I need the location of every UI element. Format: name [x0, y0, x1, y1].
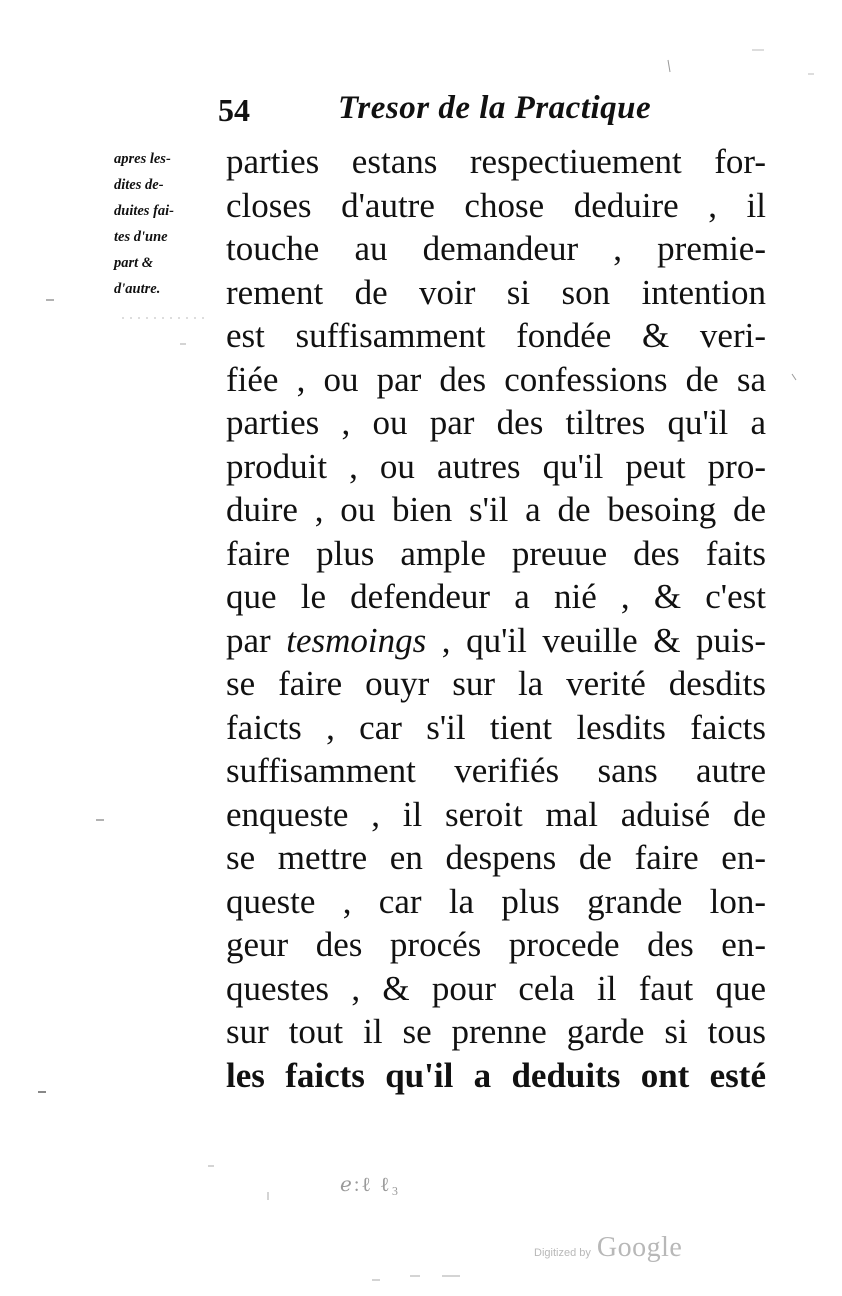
text-line: que le defendeur a nié , & c'est	[226, 577, 766, 616]
digitization-watermark	[534, 1232, 682, 1264]
text-fragment: par	[226, 620, 287, 660]
text-line: rement de voir si son intention	[226, 272, 766, 312]
italic-word: tesmoings	[286, 620, 427, 660]
text-line: parties , ou par des tiltres qu'il a	[226, 403, 766, 442]
text-line: suffisamment verifiés sans autre	[226, 751, 766, 790]
text-line: geur des procés procede des en-	[226, 925, 766, 964]
text-line: fiée , ou par des confessions de sa	[226, 359, 766, 399]
running-title: Tresor de la Practique	[338, 90, 652, 126]
watermark-prefix: Digitized by	[534, 1247, 591, 1259]
watermark-brand: Google	[596, 1232, 683, 1263]
speck	[792, 374, 796, 380]
text-line: queste , car la plus grande lon-	[226, 881, 766, 921]
text-line: parties estans respectiuement for-	[226, 142, 766, 181]
text-line: touche au demandeur , premie-	[226, 229, 766, 268]
text-fragment: , qu'il veuille & puis-	[426, 620, 766, 660]
marginal-note	[114, 146, 214, 302]
text-line: se mettre en despens de faire en-	[226, 838, 766, 877]
marginal-note-line: d'autre.	[114, 281, 161, 297]
text-line: se faire ouyr sur la verité desdits	[226, 664, 766, 703]
marginal-note-line: tes d'une	[114, 229, 168, 245]
speck	[668, 60, 670, 72]
text-line	[226, 619, 766, 663]
text-line: les faicts qu'il a deduits ont esté	[226, 1055, 766, 1095]
marginal-note-line: dites de-	[114, 177, 164, 193]
text-line: produit , ou autres qu'il peut pro-	[226, 446, 766, 486]
text-line: enqueste , il seroit mal aduisé de	[226, 794, 766, 834]
body-text	[226, 140, 766, 1097]
text-line: est suffisamment fondée & veri-	[226, 316, 766, 355]
text-line: closes d'autre chose deduire , il	[226, 185, 766, 225]
ink-smudge: ℯ:ℓ ℓ₃	[340, 1174, 401, 1196]
marginal-note-line: duites fai-	[114, 203, 175, 219]
text-line: questes , & pour cela il faut que	[226, 968, 766, 1008]
text-line: sur tout il se prenne garde si tous	[226, 1012, 766, 1051]
marginal-note-line: part &	[114, 255, 154, 271]
text-line: faire plus ample preuue des faits	[226, 533, 766, 573]
text-line: faicts , car s'il tient lesdits faicts	[226, 707, 766, 747]
page-number: 54	[218, 92, 250, 128]
marginal-note-line: apres les-	[114, 151, 171, 167]
text-line: duire , ou bien s'il a de besoing de	[226, 490, 766, 529]
